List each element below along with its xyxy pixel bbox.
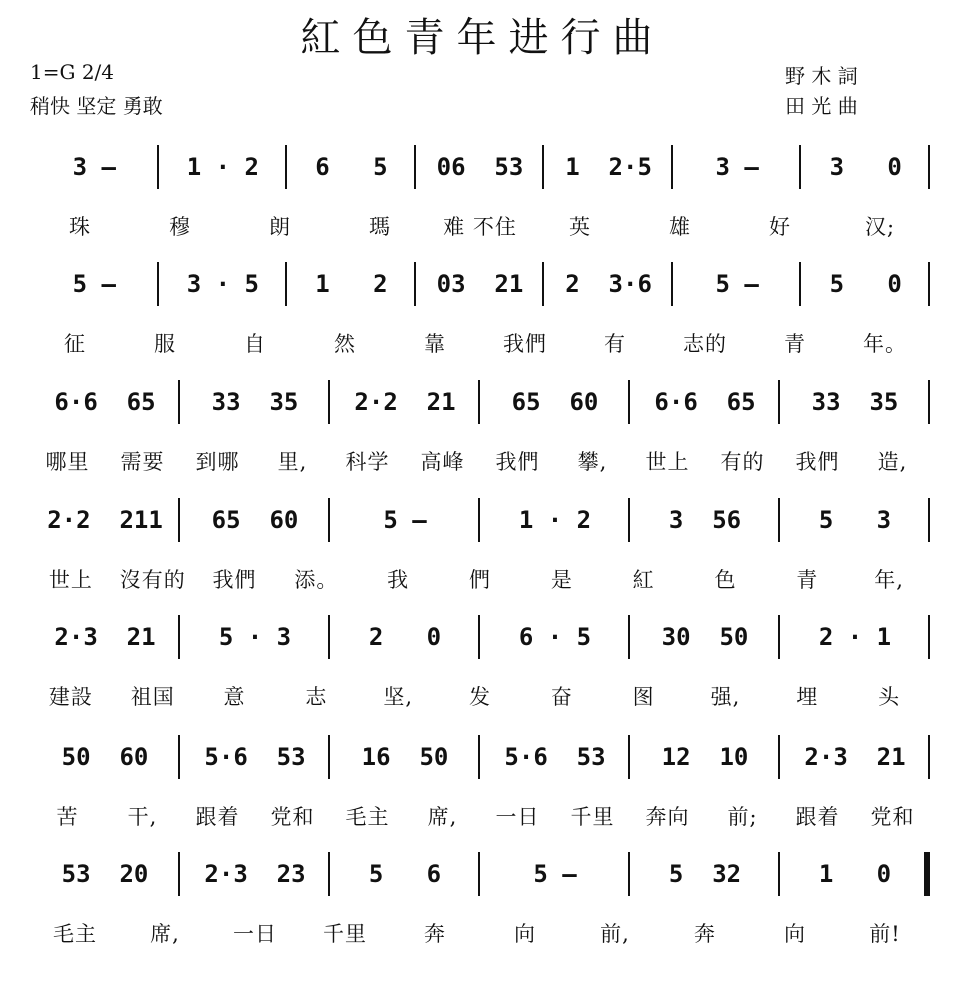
measure-notes: 5 0 xyxy=(829,270,902,298)
measure-notes: 6·6 65 xyxy=(54,388,156,416)
barline xyxy=(628,380,630,424)
lyric-syllable: 哪里 xyxy=(45,450,90,474)
lyric-syllable: 毛主 xyxy=(345,805,390,829)
measure-notes: 5 3 xyxy=(818,506,892,534)
lyric-syllable: 头 xyxy=(878,685,901,709)
lyric-syllable: 攀, xyxy=(577,450,608,474)
measure-notes: 2·2 211 xyxy=(47,506,163,534)
lyric-syllable: 穆 xyxy=(169,215,191,239)
barline xyxy=(671,145,673,189)
barline xyxy=(478,498,480,542)
lyric-syllable: 志 xyxy=(305,685,328,709)
lyric-syllable: 英 xyxy=(569,215,591,239)
lyric-syllable: 有的 xyxy=(720,450,765,474)
measure-notes: 5 — xyxy=(715,270,759,298)
score-system xyxy=(0,735,965,855)
barline xyxy=(414,145,416,189)
measure-notes: 1 0 xyxy=(818,860,892,888)
measure-notes: 3 — xyxy=(715,153,759,181)
lyric-syllable: 干, xyxy=(127,805,158,829)
barline xyxy=(178,852,180,896)
lyric-syllable: 祖国 xyxy=(130,685,175,709)
barline xyxy=(778,380,780,424)
barline xyxy=(628,498,630,542)
barline xyxy=(928,262,930,306)
measure-notes: 3 56 xyxy=(668,506,742,534)
lyric-syllable: 毛主 xyxy=(53,922,97,946)
lyric-syllable: 图 xyxy=(632,685,655,709)
lyric-syllable: 建設 xyxy=(48,685,93,709)
lyric-syllable: 席, xyxy=(427,805,458,829)
measure-notes: 2 3·6 xyxy=(565,270,652,298)
lyricist-credit: 野 木 詞 xyxy=(785,64,858,88)
lyric-syllable: 珠 xyxy=(69,215,91,239)
lyric-syllable: 世上 xyxy=(645,450,690,474)
measure-notes: 30 50 xyxy=(661,623,749,651)
lyric-syllable: 添。 xyxy=(294,568,339,592)
lyric-syllable: 前; xyxy=(727,805,758,829)
lyric-syllable: 雄 xyxy=(669,215,691,239)
lyric-syllable: 意 xyxy=(223,685,246,709)
barline xyxy=(928,380,930,424)
measure-notes: 3 — xyxy=(72,153,116,181)
measure-notes: 65 60 xyxy=(511,388,599,416)
measure-notes: 5 · 3 xyxy=(218,623,292,651)
lyric-syllable: 年。 xyxy=(863,332,907,356)
barline xyxy=(178,735,180,779)
barline xyxy=(478,735,480,779)
barline xyxy=(778,498,780,542)
lyric-syllable: 我們 xyxy=(495,450,540,474)
lyric-syllable: 服 xyxy=(154,332,176,356)
lyric-syllable: 党和 xyxy=(870,805,915,829)
barline xyxy=(285,145,287,189)
score-system xyxy=(0,615,965,735)
barline xyxy=(628,735,630,779)
lyric-syllable: 我們 xyxy=(503,332,547,356)
lyric-syllable: 苦 xyxy=(56,805,79,829)
measure-notes: 65 60 xyxy=(211,506,299,534)
barline xyxy=(928,615,930,659)
lyric-syllable: 我 xyxy=(387,568,410,592)
lyric-syllable: 朗 xyxy=(269,215,291,239)
barline xyxy=(928,498,930,542)
barline xyxy=(478,852,480,896)
lyric-syllable: 坚, xyxy=(383,685,414,709)
barline xyxy=(157,262,159,306)
lyric-syllable: 沒有的 xyxy=(119,568,186,592)
lyric-syllable: 自 xyxy=(244,332,266,356)
barline xyxy=(328,380,330,424)
barline xyxy=(628,852,630,896)
measure-notes: 5·6 53 xyxy=(504,743,606,771)
lyric-syllable: 前! xyxy=(869,922,901,946)
lyric-syllable: 难 不住 xyxy=(443,215,517,239)
measure-notes: 1 2·5 xyxy=(565,153,652,181)
measure-notes: 53 20 xyxy=(61,860,149,888)
measure-notes: 12 10 xyxy=(661,743,749,771)
barline xyxy=(778,735,780,779)
composer-credit: 田 光 曲 xyxy=(785,94,858,118)
lyric-syllable: 强, xyxy=(710,685,741,709)
barline xyxy=(478,380,480,424)
lyric-syllable: 里, xyxy=(277,450,308,474)
barline xyxy=(478,615,480,659)
barline xyxy=(285,262,287,306)
lyric-syllable: 靠 xyxy=(424,332,446,356)
measure-notes: 5 6 xyxy=(368,860,442,888)
measure-notes: 5 — xyxy=(72,270,116,298)
barline xyxy=(414,262,416,306)
lyric-syllable: 奔 xyxy=(424,922,446,946)
barline xyxy=(671,262,673,306)
score-system xyxy=(0,852,965,972)
lyric-syllable: 跟着 xyxy=(195,805,240,829)
measure-notes: 06 53 xyxy=(436,153,524,181)
barline xyxy=(328,735,330,779)
measure-notes: 16 50 xyxy=(361,743,449,771)
barline xyxy=(542,145,544,189)
measure-notes: 2 · 1 xyxy=(818,623,892,651)
measure-notes: 5 32 xyxy=(668,860,742,888)
barline xyxy=(799,262,801,306)
lyric-syllable: 奋 xyxy=(550,685,573,709)
lyric-syllable: 发 xyxy=(468,685,491,709)
lyric-syllable: 汉; xyxy=(864,215,896,239)
measure-notes: 1 · 2 xyxy=(186,153,259,181)
barline xyxy=(928,735,930,779)
lyric-syllable: 千里 xyxy=(323,922,367,946)
lyric-syllable: 然 xyxy=(334,332,356,356)
lyric-syllable: 一日 xyxy=(233,922,277,946)
barline xyxy=(778,852,780,896)
barline xyxy=(328,498,330,542)
lyric-syllable: 需要 xyxy=(120,450,165,474)
score-system xyxy=(0,380,965,500)
measure-notes: 5·6 53 xyxy=(204,743,306,771)
lyric-syllable: 一日 xyxy=(495,805,540,829)
barline xyxy=(157,145,159,189)
measure-notes: 6 · 5 xyxy=(518,623,592,651)
score-system xyxy=(0,262,965,382)
lyric-syllable: 我們 xyxy=(212,568,257,592)
measure-notes: 5 — xyxy=(383,506,427,534)
lyric-syllable: 紅 xyxy=(632,568,655,592)
lyric-syllable: 年, xyxy=(874,568,904,592)
barline xyxy=(628,615,630,659)
lyric-syllable: 向 xyxy=(514,922,536,946)
barline xyxy=(178,380,180,424)
key-meter: 1=G 2/4 xyxy=(30,60,115,84)
lyric-syllable: 征 xyxy=(64,332,86,356)
measure-notes: 2·2 21 xyxy=(354,388,456,416)
measure-notes: 5 — xyxy=(533,860,577,888)
lyric-syllable: 我們 xyxy=(795,450,840,474)
barline xyxy=(799,145,801,189)
lyric-syllable: 是 xyxy=(550,568,573,592)
measure-notes: 1 2 xyxy=(315,270,388,298)
score-system xyxy=(0,145,965,265)
lyric-syllable: 跟着 xyxy=(795,805,840,829)
measure-notes: 2·3 21 xyxy=(804,743,906,771)
tempo-marking: 稍快 坚定 勇敢 xyxy=(30,94,163,118)
lyric-syllable: 瑪 xyxy=(369,215,391,239)
barline xyxy=(328,852,330,896)
lyric-syllable: 色 xyxy=(714,568,737,592)
measure-notes: 03 21 xyxy=(436,270,524,298)
lyric-syllable: 席, xyxy=(150,922,180,946)
measure-notes: 2·3 23 xyxy=(204,860,306,888)
measure-notes: 33 35 xyxy=(211,388,299,416)
score-system xyxy=(0,498,965,618)
measure-notes: 3 · 5 xyxy=(186,270,259,298)
measure-notes: 1 · 2 xyxy=(518,506,592,534)
barline xyxy=(928,145,930,189)
measure-notes: 2 0 xyxy=(368,623,442,651)
lyric-syllable: 世上 xyxy=(48,568,93,592)
measure-notes: 6·6 65 xyxy=(654,388,756,416)
lyric-syllable: 有 xyxy=(604,332,626,356)
lyric-syllable: 造, xyxy=(877,450,908,474)
lyric-syllable: 科学 xyxy=(345,450,390,474)
lyric-syllable: 向 xyxy=(784,922,806,946)
measure-notes: 3 0 xyxy=(829,153,902,181)
lyric-syllable: 志的 xyxy=(683,332,727,356)
barline xyxy=(542,262,544,306)
measure-notes: 50 60 xyxy=(61,743,149,771)
lyric-syllable: 們 xyxy=(468,568,491,592)
barline xyxy=(178,615,180,659)
barline xyxy=(178,498,180,542)
lyric-syllable: 千里 xyxy=(570,805,615,829)
song-title: 紅色青年进行曲 xyxy=(300,15,665,61)
lyric-syllable: 到哪 xyxy=(195,450,240,474)
measure-notes: 33 35 xyxy=(811,388,899,416)
lyric-syllable: 埋 xyxy=(796,685,819,709)
barline xyxy=(328,615,330,659)
final-barline xyxy=(924,852,930,896)
lyric-syllable: 好 xyxy=(769,215,791,239)
measure-notes: 6 5 xyxy=(315,153,388,181)
lyric-syllable: 奔 xyxy=(694,922,716,946)
barline xyxy=(778,615,780,659)
lyric-syllable: 前, xyxy=(600,922,630,946)
lyric-syllable: 奔向 xyxy=(645,805,690,829)
lyric-syllable: 青 xyxy=(784,332,806,356)
lyric-syllable: 党和 xyxy=(270,805,315,829)
measure-notes: 2·3 21 xyxy=(54,623,156,651)
lyric-syllable: 高峰 xyxy=(420,450,465,474)
lyric-syllable: 青 xyxy=(796,568,819,592)
